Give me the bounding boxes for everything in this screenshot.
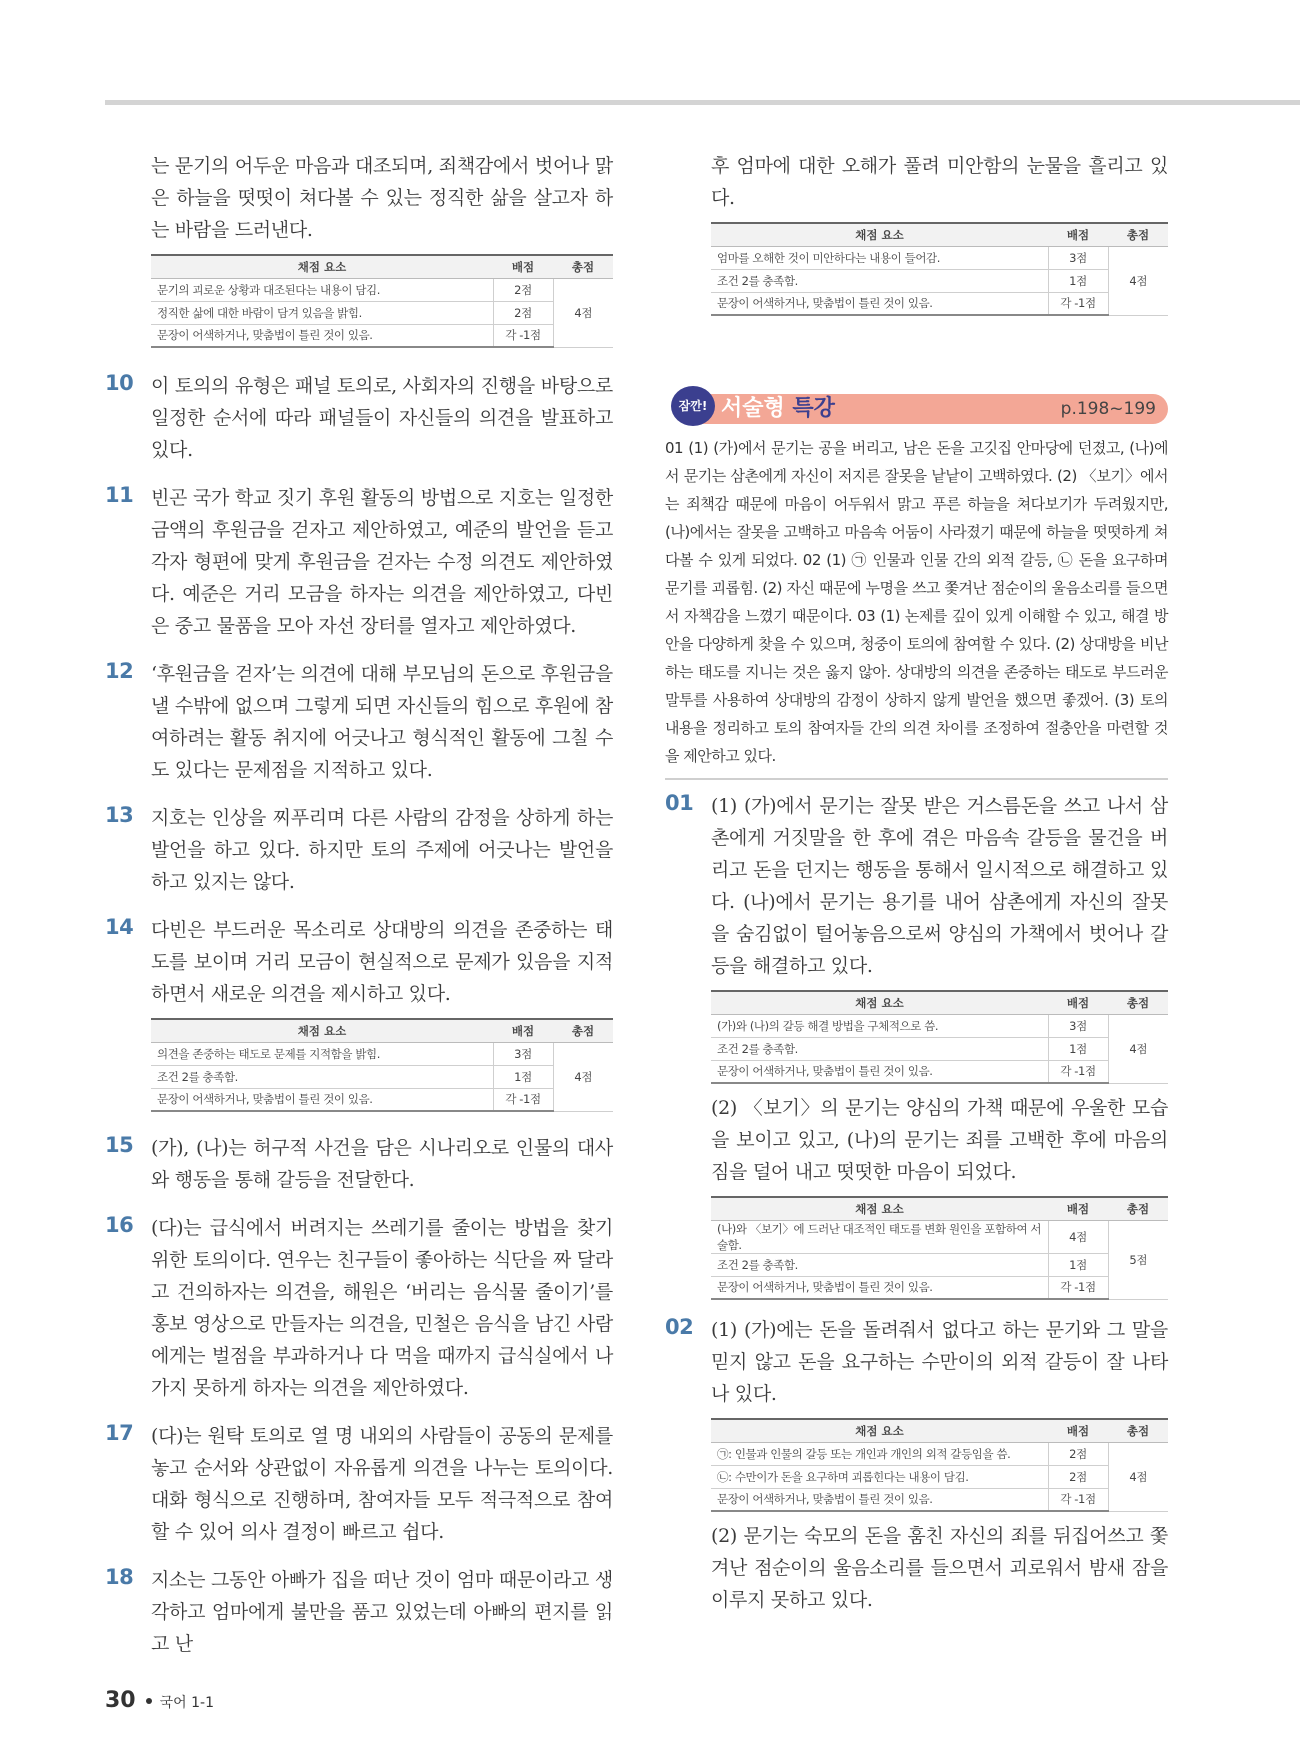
item-text: (다)는 급식에서 버려지는 쓰레기를 줄이는 방법을 찾기 위한 토의이다. 연우는 친구들이 좋아하는 식단을 짜 달라고 건의하자는 의견을, 해원은 ‘버리는 음식물 줄이기’를 홍보 영상으로 만들자는 의견을, 민철은 음식을 남긴 사람에게는 벌점을 부과하거나 다 먹을 때까지 급식실에서 나가지 못하게 하자는 의견을 제안하였다.	[151, 1217, 613, 1399]
score-header-point: 배점	[1048, 991, 1108, 1014]
answer-item-11	[105, 482, 613, 642]
item-number: 18	[105, 1565, 134, 1589]
answer-item-12	[105, 658, 613, 786]
score-header-total: 총점	[553, 255, 613, 278]
left-column	[105, 150, 613, 1660]
score-item: 문장이 어색하거나, 맞춤법이 틀린 것이 있음.	[711, 1276, 1048, 1299]
special-body: 01 (1) (가)에서 문기는 공을 버리고, 남은 돈을 고깃집 안마당에 던졌고, (나)에서 문기는 삼촌에게 자신이 저지른 잘못을 낱낱이 고백하였다. (2) 〈보기〉에서는 죄책감 때문에 마음이 어두워서 맑고 푸른 하늘을 쳐다보기가 두려웠지만, (나)에서는 잘못을 고백하고 마음속 어둠이 사라졌기 때문에 하늘을 떳떳하게 쳐다볼 수 있게 되었다. 02 (1) ㉠ 인물과 인물 간의 외적 갈등, ㉡ 돈을 요구하며 문기를 괴롭힘. (2) 자신 때문에 누명을 쓰고 쫓겨난 점순이의 울음소리를 들으면서 자책감을 느꼈기 때문이다. 03 (1) 논제를 깊이 있게 이해할 수 있고, 해결 방안을 다양하게 찾을 수 있으며, 청중이 토의에 참여할 수 있다. (2) 상대방을 비난하는 태도를 지니는 것은 옳지 않아. 상대방의 의견을 존중하는 태도로 부드러운 말투를 사용하여 상대방의 감정이 상하지 않게 발언을 했으면 좋겠어. (3) 토의 내용을 정리하고 토의 참여자들 간의 의견 차이를 조정하여 절충안을 마련할 것을 제안하고 있다.	[665, 439, 1168, 765]
score-point: 1점	[1048, 1253, 1108, 1276]
item-number: 17	[105, 1421, 134, 1445]
score-item: 조건 2를 충족함.	[711, 1253, 1048, 1276]
item-number: 12	[105, 659, 134, 683]
score-table	[711, 990, 1168, 1084]
header-rule	[105, 100, 1300, 105]
score-item: 문장이 어색하거나, 맞춤법이 틀린 것이 있음.	[151, 324, 493, 347]
item-text: ‘후원금을 걷자’는 의견에 대해 부모님의 돈으로 후원금을 낼 수밖에 없으며 그렇게 되면 자신들의 힘으로 후원에 참여하려는 활동 취지에 어긋나고 형식적인 활동에 그칠 수도 있다는 문제점을 지적하고 있다.	[151, 663, 613, 781]
answer-item-10	[105, 370, 613, 466]
item-number: 01	[665, 791, 694, 815]
item-text: 빈곤 국가 학교 짓기 후원 활동의 방법으로 지호는 일정한 금액의 후원금을 걷자고 제안하였고, 예준의 발언을 듣고 각자 형편에 맞게 후원금을 걷자는 수정 의견도 제안하였다. 예준은 거리 모금을 하자는 의견을 제안하였고, 다빈은 중고 물품을 모아 자선 장터를 열자고 제안하였다.	[151, 487, 613, 637]
score-header-item: 채점 요소	[711, 1197, 1048, 1220]
continued-paragraph: 후 엄마에 대한 오해가 풀려 미안함의 눈물을 흘리고 있다.	[711, 155, 1168, 209]
score-item: 문장이 어색하거나, 맞춤법이 틀린 것이 있음.	[711, 1488, 1048, 1511]
item-text: (2) 문기는 숙모의 돈을 훔친 자신의 죄를 뒤집어쓰고 쫓겨난 점순이의 울음소리를 들으면서 괴로워서 밤새 잠을 이루지 못하고 있다.	[711, 1525, 1168, 1611]
score-item: 조건 2를 충족함.	[711, 1037, 1048, 1060]
score-header-point: 배점	[493, 255, 553, 278]
special-page-ref: p.198~199	[1060, 399, 1156, 419]
section-divider	[665, 778, 1168, 780]
score-point: 각 -1점	[1048, 1276, 1108, 1299]
item-text: (다)는 원탁 토의로 열 명 내외의 사람들이 공동의 문제를 놓고 순서와 상관없이 자유롭게 의견을 나누는 토의이다. 대화 형식으로 진행하며, 참여자들 모두 적극적으로 참여할 수 있어 의사 결정이 빠르고 쉽다.	[151, 1425, 613, 1543]
score-point: 3점	[493, 1042, 553, 1065]
score-item: ㉡: 수만이가 돈을 요구하며 괴롭힌다는 내용이 담김.	[711, 1465, 1048, 1488]
score-header-total: 총점	[1108, 1419, 1168, 1442]
score-item: 문장이 어색하거나, 맞춤법이 틀린 것이 있음.	[711, 292, 1048, 315]
score-point: 각 -1점	[1048, 292, 1108, 315]
answer-item-15	[105, 1132, 613, 1196]
score-point: 2점	[493, 301, 553, 324]
score-total: 4점	[1108, 1442, 1168, 1511]
item-text: 지소는 그동안 아빠가 집을 떠난 것이 엄마 때문이라고 생각하고 엄마에게 불만을 품고 있었는데 아빠의 편지를 읽고 난	[151, 1569, 613, 1655]
special-title	[721, 394, 835, 424]
book-title: 국어 1-1	[159, 1695, 214, 1711]
score-table	[711, 222, 1168, 316]
score-header-point: 배점	[493, 1019, 553, 1042]
score-header-total: 총점	[1108, 223, 1168, 246]
score-item: 엄마를 오해한 것이 미안하다는 내용이 들어감.	[711, 246, 1048, 269]
item-number: 13	[105, 803, 134, 827]
score-item: 문기의 괴로운 상황과 대조된다는 내용이 담김.	[151, 278, 493, 301]
score-point: 각 -1점	[493, 1088, 553, 1111]
page-number: 30	[105, 1688, 136, 1713]
score-item: 문장이 어색하거나, 맞춤법이 틀린 것이 있음.	[711, 1060, 1048, 1083]
score-table	[711, 1196, 1168, 1300]
score-header-point: 배점	[1048, 1419, 1108, 1442]
score-item: 조건 2를 충족함.	[711, 269, 1048, 292]
score-header-point: 배점	[1048, 223, 1108, 246]
score-item: (나)와 〈보기〉에 드러난 대조적인 태도를 변화 원인을 포함하여 서술함.	[711, 1220, 1048, 1253]
score-header-item: 채점 요소	[151, 255, 493, 278]
score-point: 3점	[1048, 246, 1108, 269]
score-point: 2점	[493, 278, 553, 301]
answer-item-17	[105, 1420, 613, 1548]
score-point: 1점	[1048, 1037, 1108, 1060]
score-total: 4점	[553, 278, 613, 347]
score-table-block	[665, 222, 1168, 316]
score-header-item: 채점 요소	[711, 1419, 1048, 1442]
item-number: 16	[105, 1213, 134, 1237]
score-point: 각 -1점	[493, 324, 553, 347]
special-title-a: 서술형	[721, 396, 793, 421]
special-lecture-header	[665, 386, 1168, 424]
score-total: 4점	[1108, 246, 1168, 315]
item-number: 15	[105, 1133, 134, 1157]
item-number: 14	[105, 915, 134, 939]
score-table	[711, 1418, 1168, 1512]
score-header-total: 총점	[1108, 1197, 1168, 1220]
item-number: 11	[105, 483, 134, 507]
score-header-item: 채점 요소	[711, 223, 1048, 246]
score-total: 4점	[1108, 1014, 1168, 1083]
score-point: 4점	[1048, 1220, 1108, 1253]
score-item: ㉠: 인물과 인물의 갈등 또는 개인과 개인의 외적 갈등임을 씀.	[711, 1442, 1048, 1465]
answer-item-01	[665, 790, 1168, 1300]
item-text: (2) 〈보기〉의 문기는 양심의 가책 때문에 우울한 모습을 보이고 있고, (나)의 문기는 죄를 고백한 후에 마음의 짐을 덜어 내고 떳떳한 마음이 되었다.	[711, 1097, 1168, 1183]
score-header-total: 총점	[553, 1019, 613, 1042]
answer-item-14	[105, 914, 613, 1112]
score-header-point: 배점	[1048, 1197, 1108, 1220]
score-header-item: 채점 요소	[151, 1019, 493, 1042]
item-number: 02	[665, 1315, 694, 1339]
score-point: 3점	[1048, 1014, 1108, 1037]
item-text: 다빈은 부드러운 목소리로 상대방의 의견을 존중하는 태도를 보이며 거리 모금이 현실적으로 문제가 있음을 지적하면서 새로운 의견을 제시하고 있다.	[151, 919, 613, 1005]
item-text: 지호는 인상을 찌푸리며 다른 사람의 감정을 상하게 하는 발언을 하고 있다. 하지만 토의 주제에 어긋나는 발언을 하고 있지는 않다.	[151, 807, 613, 893]
answer-item-13	[105, 802, 613, 898]
right-column	[665, 150, 1168, 1616]
score-item: 정직한 삶에 대한 바람이 담겨 있음을 밝힘.	[151, 301, 493, 324]
continued-paragraph: 는 문기의 어두운 마음과 대조되며, 죄책감에서 벗어나 맑은 하늘을 떳떳이 쳐다볼 수 있는 정직한 삶을 살고자 하는 바람을 드러낸다.	[151, 155, 613, 241]
item-text: (가), (나)는 허구적 사건을 담은 시나리오로 인물의 대사와 행동을 통해 갈등을 전달한다.	[151, 1137, 613, 1191]
special-badge: 잠깐!	[671, 386, 715, 426]
score-total: 5점	[1108, 1220, 1168, 1299]
special-title-b: 특강	[792, 396, 835, 421]
score-item: 문장이 어색하거나, 맞춤법이 틀린 것이 있음.	[151, 1088, 493, 1111]
score-point: 각 -1점	[1048, 1060, 1108, 1083]
item-text: (1) (가)에는 돈을 돌려줘서 없다고 하는 문기와 그 말을 믿지 않고 돈을 요구하는 수만이의 외적 갈등이 잘 나타나 있다.	[711, 1319, 1168, 1405]
score-table	[151, 254, 613, 348]
score-point: 1점	[1048, 269, 1108, 292]
answer-item-16	[105, 1212, 613, 1404]
score-point: 1점	[493, 1065, 553, 1088]
item-number: 10	[105, 371, 134, 395]
score-point: 2점	[1048, 1465, 1108, 1488]
answer-item-18	[105, 1564, 613, 1660]
score-header-total: 총점	[1108, 991, 1168, 1014]
score-item: 조건 2를 충족함.	[151, 1065, 493, 1088]
score-item: 의견을 존중하는 태도로 문제를 지적함을 밝힘.	[151, 1042, 493, 1065]
item-text: (1) (가)에서 문기는 잘못 받은 거스름돈을 쓰고 나서 삼촌에게 거짓말을 한 후에 겪은 마음속 갈등을 물건을 버리고 돈을 던지는 행동을 통해서 일시적으로 해결하고 있다. (나)에서 문기는 용기를 내어 삼촌에게 자신의 잘못을 숨김없이 털어놓음으로써 양심의 가책에서 벗어나 갈등을 해결하고 있다.	[711, 795, 1168, 977]
page-footer	[105, 1688, 214, 1713]
score-total: 4점	[553, 1042, 613, 1111]
item-text: 이 토의의 유형은 패널 토의로, 사회자의 진행을 바탕으로 일정한 순서에 따라 패널들이 자신들의 의견을 발표하고 있다.	[151, 375, 613, 461]
score-item: (가)와 (나)의 갈등 해결 방법을 구체적으로 씀.	[711, 1014, 1048, 1037]
answer-item-02	[665, 1314, 1168, 1616]
score-point: 각 -1점	[1048, 1488, 1108, 1511]
score-point: 2점	[1048, 1442, 1108, 1465]
score-table-block	[105, 254, 613, 348]
score-table	[151, 1018, 613, 1112]
bullet-icon	[146, 1698, 152, 1704]
score-header-item: 채점 요소	[711, 991, 1048, 1014]
